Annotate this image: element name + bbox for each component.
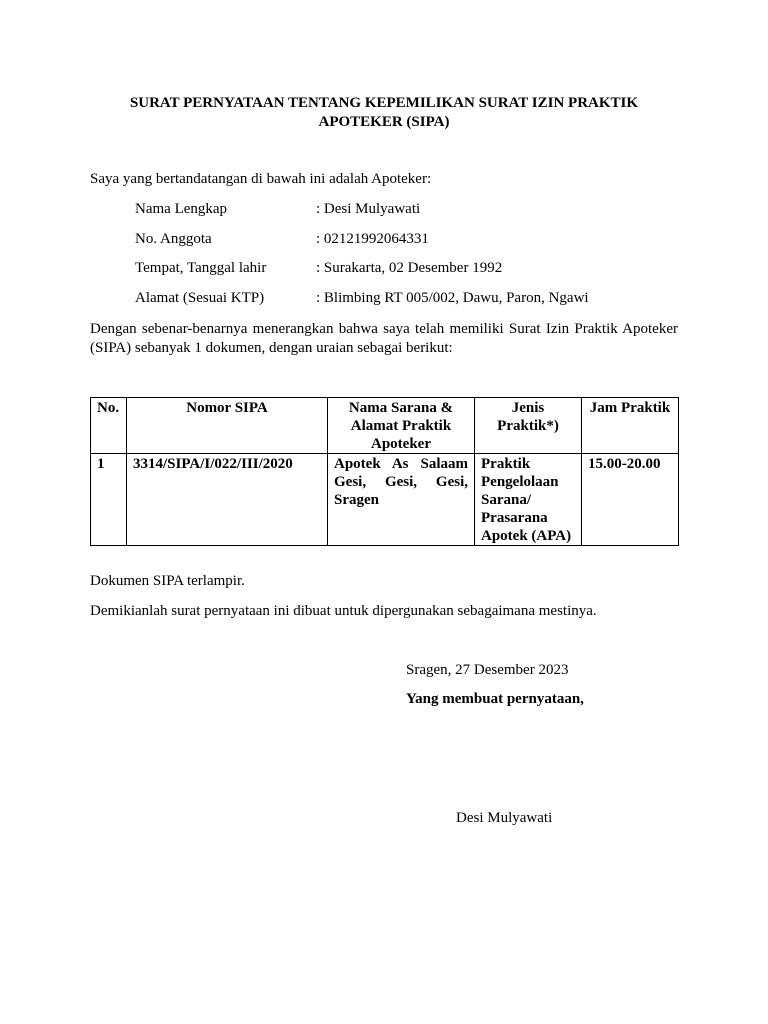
intro-text: Saya yang bertandatangan di bawah ini adalah Apoteker: bbox=[90, 171, 432, 187]
field-label: Nama Lengkap bbox=[135, 201, 228, 217]
field-value: : Desi Mulyawati bbox=[316, 201, 421, 217]
table-header-cell: Jam Praktik bbox=[582, 398, 679, 454]
table-cell: 1 bbox=[91, 454, 127, 546]
table-header-cell: Nomor SIPA bbox=[127, 398, 328, 454]
closing-statement: Demikianlah surat pernyataan ini dibuat untuk dipergunakan sebagaimana mestinya. bbox=[90, 603, 597, 619]
table-header-cell: No. bbox=[91, 398, 127, 454]
table-row bbox=[91, 454, 679, 546]
table-header-cell: Jenis Praktik*) bbox=[475, 398, 582, 454]
document-title: SURAT PERNYATAAN TENTANG KEPEMILIKAN SURAT IZIN PRAKTIK APOTEKER (SIPA) bbox=[129, 95, 639, 130]
field-value: : Surakarta, 02 Desember 1992 bbox=[316, 260, 503, 276]
table-cell: Apotek As Salaam Gesi, Gesi, Gesi, Sragen bbox=[328, 454, 475, 546]
table-cell: 3314/SIPA/I/022/III/2020 bbox=[127, 454, 328, 546]
signer-name: Desi Mulyawati bbox=[456, 810, 553, 826]
field-label: Alamat (Sesuai KTP) bbox=[135, 290, 265, 306]
statement-paragraph: Dengan sebenar-benarnya menerangkan bahwa saya telah memiliki Surat Izin Praktik Apoteker (SIPA) sebanyak 1 dokumen, dengan uraian sebagai berikut: bbox=[90, 321, 678, 356]
table-cell: 15.00-20.00 bbox=[582, 454, 679, 546]
field-label: No. Anggota bbox=[135, 231, 212, 247]
field-value: : Blimbing RT 005/002, Dawu, Paron, Ngawi bbox=[316, 290, 589, 306]
maker-label: Yang membuat pernyataan, bbox=[406, 691, 584, 707]
table-header-cell: Nama Sarana & Alamat Praktik Apoteker bbox=[328, 398, 475, 454]
field-value: : 02121992064331 bbox=[316, 231, 429, 247]
place-date: Sragen, 27 Desember 2023 bbox=[406, 662, 569, 678]
table-header-row bbox=[91, 398, 679, 454]
table-cell: Praktik Pengelolaan Sarana/ Prasarana Apotek (APA) bbox=[475, 454, 582, 546]
sipa-table bbox=[90, 397, 679, 546]
attachment-note: Dokumen SIPA terlampir. bbox=[90, 573, 245, 589]
field-label: Tempat, Tanggal lahir bbox=[135, 260, 267, 276]
